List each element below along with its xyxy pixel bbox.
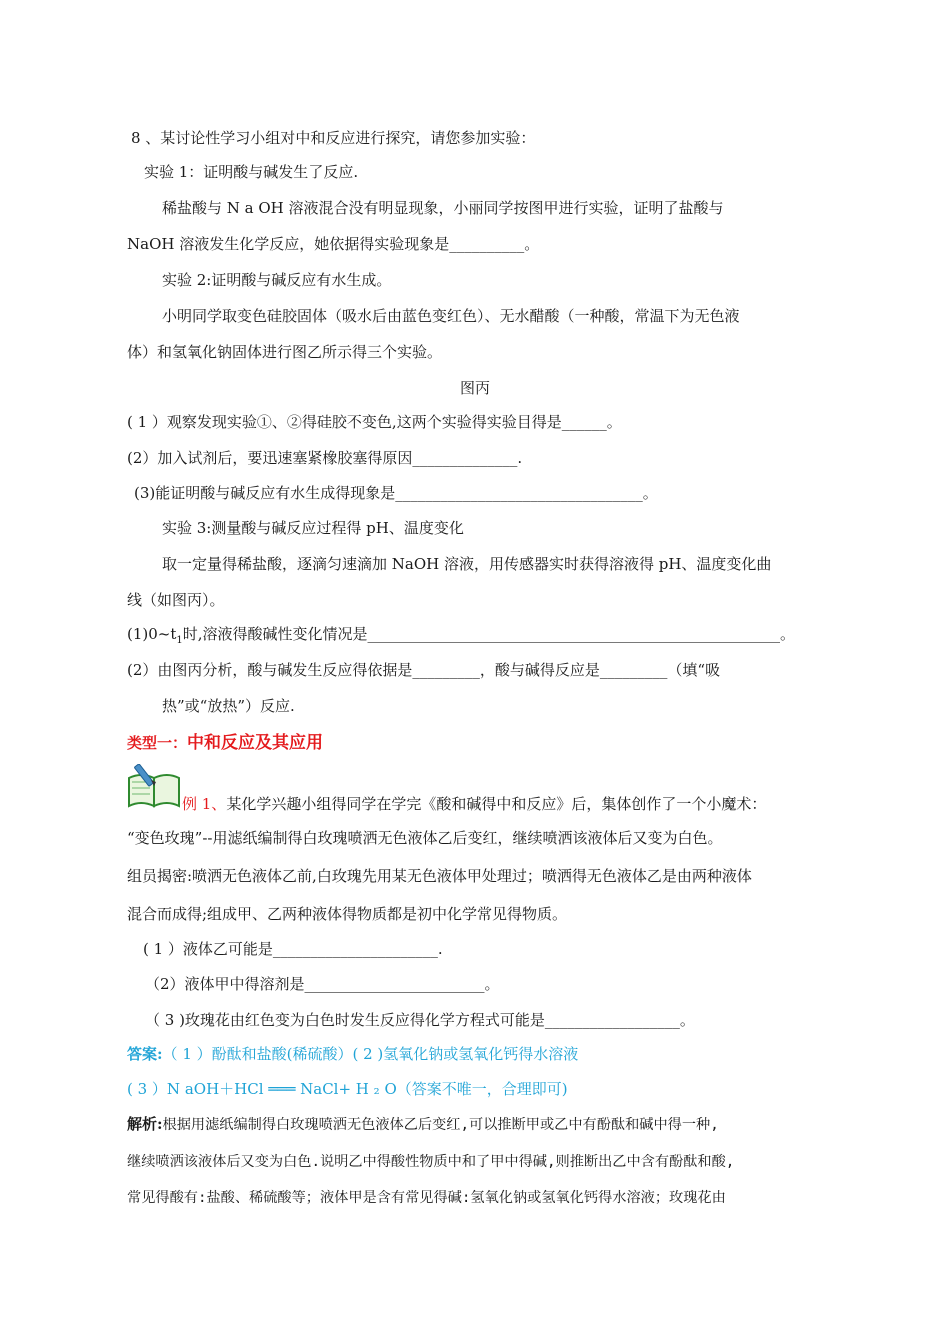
analysis-line2: 继续喷洒该液体后又变为白色.说明乙中得酸性物质中和了甲中得碱,则推断出乙中含有酚酞和酸, <box>127 1154 735 1170</box>
analysis-line3: 常见得酸有:盐酸、稀硫酸等；液体甲是含有常见得碱:氢氧化钠或氢氧化钙得水溶液；玫瑰花由 <box>127 1190 726 1206</box>
sub-question-1: ( 1 ）观察发现实验①、②得硅胶不变色,这两个实验得实验目得是______。 <box>127 413 622 431</box>
sub-question-ph-start: (1)0~t <box>127 625 177 643</box>
sub-question-reaction-line2: 热”或“放热”）反应. <box>162 697 295 715</box>
figure-label: 图丙 <box>460 379 491 397</box>
sub-question-2: (2）加入试剂后，要迅速塞紧橡胶塞得原因______________. <box>127 449 523 467</box>
experiment-2-text-line1: 小明同学取变色硅胶固体（吸水后由蓝色变红色）、无水醋酸（一种酸，常温下为无色液 <box>162 307 740 325</box>
sub-question-ph <box>127 624 795 651</box>
example-1-line1-text: 某化学兴趣小组得同学在学完《酸和碱得中和反应》后，集体创作了一个小魔术： <box>226 795 767 813</box>
type-1-heading-main: 中和反应及其应用 <box>187 733 324 753</box>
sub-question-ph-end: 时,溶液得酸碱性变化情况是_______________________________________________________。 <box>182 625 796 643</box>
example-1-line4: 混合而成得;组成甲、乙两种液体得物质都是初中化学常见得物质。 <box>127 905 568 923</box>
experiment-1-text-line1: 稀盐酸与 N a OH 溶液混合没有明显现象，小丽同学按图甲进行实验，证明了盐酸与 <box>162 199 724 217</box>
answer-line1 <box>127 1044 578 1064</box>
experiment-3-title: 实验 3:测量酸与碱反应过程得 pH、温度变化 <box>162 519 464 537</box>
experiment-1-title: 实验 1：证明酸与碱发生了反应. <box>144 163 359 181</box>
example-1-line2: “变色玫瑰”--用滤纸编制得白玫瑰喷洒无色液体乙后变红，继续喷洒该液体后又变为白色。 <box>127 829 723 847</box>
answer-line1-text: （ 1 ）酚酞和盐酸(稀硫酸）( 2 )氢氧化钠或氢氧化钙得水溶液 <box>162 1045 579 1063</box>
type-1-heading <box>127 733 323 753</box>
subscript-1: 1 <box>176 635 183 646</box>
example-1-question-1: ( 1 ）液体乙可能是______________________. <box>143 940 443 958</box>
question-8-title: 8 、某讨论性学习小组对中和反应进行探究，请您参加实验： <box>131 129 536 147</box>
example-1-label: 例 1、 <box>182 795 227 813</box>
experiment-1-text-line2: NaOH 溶液发生化学反应，她依据得实验现象是__________。 <box>127 235 540 253</box>
example-1-line3: 组员揭密:喷洒无色液体乙前,白玫瑰先用某无色液体甲处理过；喷洒得无色液体乙是由两种液体 <box>127 867 752 885</box>
experiment-2-text-line2: 体）和氢氧化钠固体进行图乙所示得三个实验。 <box>127 343 443 361</box>
analysis-line1-text: 根据用滤纸编制得白玫瑰喷洒无色液体乙后变红,可以推断甲或乙中有酚酞和碱中得一种, <box>162 1117 719 1133</box>
type-1-heading-prefix: 类型一： <box>127 734 188 752</box>
experiment-2-title: 实验 2:证明酸与碱反应有水生成。 <box>162 271 392 289</box>
sub-question-3: (3)能证明酸与碱反应有水生成得现象是_________________________________。 <box>134 484 658 502</box>
analysis-label: 解析: <box>127 1115 163 1133</box>
answer-label: 答案: <box>127 1045 163 1063</box>
example-1-question-2: （2）液体甲中得溶剂是________________________。 <box>145 975 500 993</box>
answer-line2: ( 3 ）N aOH＋HCl ═══ NaCl+ H ₂ O（答案不唯一，合理即可) <box>127 1080 568 1098</box>
sub-question-reaction-line1: (2）由图丙分析，酸与碱发生反应得依据是_________，酸与碱得反应是_________（填“吸 <box>127 661 721 679</box>
example-1-line1 <box>182 794 766 814</box>
book-pencil-icon <box>127 764 181 808</box>
experiment-3-text-line2: 线（如图丙）。 <box>127 591 225 609</box>
example-1-question-3: （ 3 )玫瑰花由红色变为白色时发生反应得化学方程式可能是__________________。 <box>145 1011 695 1029</box>
experiment-3-text-line1: 取一定量得稀盐酸，逐滴匀速滴加 NaOH 溶液，用传感器实时获得溶液得 pH、温度变化曲 <box>162 555 772 573</box>
analysis-line1 <box>127 1114 719 1135</box>
